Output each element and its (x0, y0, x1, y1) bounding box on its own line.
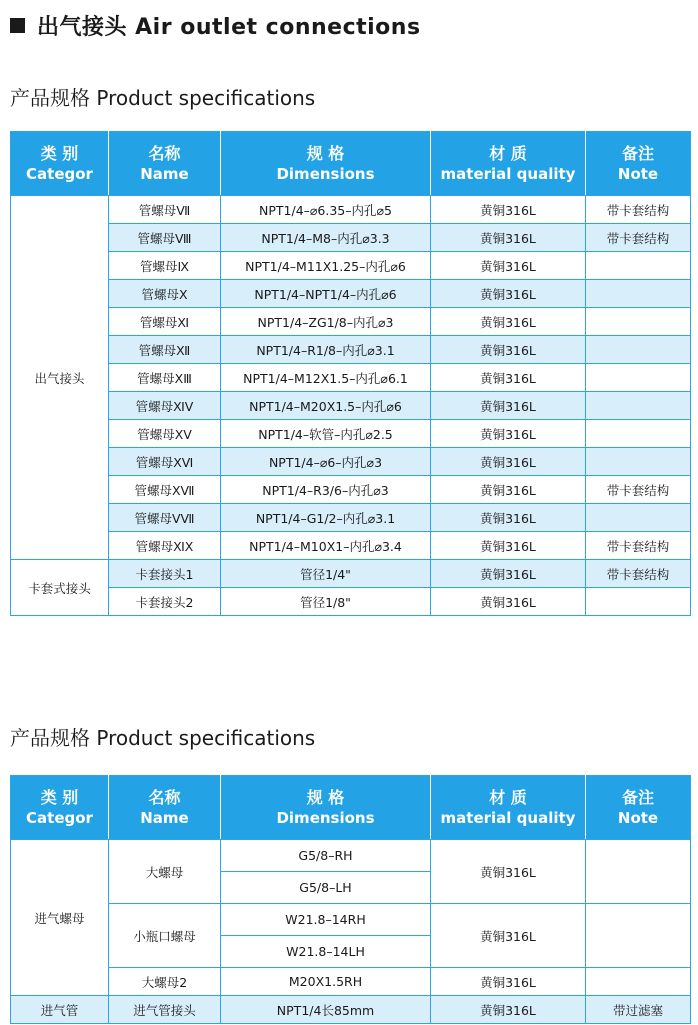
square-bullet-icon (10, 18, 25, 33)
note-cell: 带卡套结构 (586, 224, 691, 252)
name-cell: 管螺母Ⅺ (109, 308, 221, 336)
table-row (11, 280, 691, 308)
header-dimensions: 规 格 Dimensions (221, 776, 431, 840)
material-cell: 黄铜316L (431, 904, 586, 968)
header-note: 备注 Note (586, 132, 691, 196)
note-cell: 带卡套结构 (586, 532, 691, 560)
table-row (11, 476, 691, 504)
note-cell: 带卡套结构 (586, 560, 691, 588)
spec-table-1 (10, 131, 691, 616)
header-dimensions: 规 格 Dimensions (221, 132, 431, 196)
table-row (11, 364, 691, 392)
name-cell: 大螺母 (109, 840, 221, 904)
material-cell: 黄铜316L (431, 364, 586, 392)
note-cell (586, 364, 691, 392)
category-cell: 卡套式接头 (11, 560, 109, 616)
material-cell: 黄铜316L (431, 560, 586, 588)
table-row (11, 968, 691, 996)
note-cell (586, 420, 691, 448)
material-cell: 黄铜316L (431, 504, 586, 532)
table-row (11, 196, 691, 224)
note-cell: 带卡套结构 (586, 476, 691, 504)
dimension-cell: NPT1/4–R1/8–内孔⌀3.1 (221, 336, 431, 364)
page-title-text: 出气接头 Air outlet connections (37, 14, 421, 40)
name-cell: 管螺母ⅩⅤ (109, 420, 221, 448)
note-cell (586, 840, 691, 904)
table-row (11, 252, 691, 280)
dimension-cell: NPT1/4–M8–内孔⌀3.3 (221, 224, 431, 252)
note-cell (586, 904, 691, 968)
header-material: 材 质 material quality (431, 132, 586, 196)
table-header-row (11, 132, 691, 196)
name-cell: 卡套接头1 (109, 560, 221, 588)
note-cell (586, 308, 691, 336)
name-cell: 卡套接头2 (109, 588, 221, 616)
header-category: 类 别 Categor (11, 132, 109, 196)
table-row (11, 448, 691, 476)
material-cell: 黄铜316L (431, 588, 586, 616)
note-cell (586, 504, 691, 532)
note-cell (586, 336, 691, 364)
note-cell (586, 252, 691, 280)
note-cell (586, 280, 691, 308)
header-name: 名称 Name (109, 132, 221, 196)
material-cell: 黄铜316L (431, 840, 586, 904)
name-cell: 管螺母ⅩⅥ (109, 448, 221, 476)
table-row (11, 532, 691, 560)
table-row (11, 392, 691, 420)
name-cell: 管螺母ⅪⅤ (109, 392, 221, 420)
dimension-cell: NPT1/4长85mm (221, 996, 431, 1024)
name-cell: 小瓶口螺母 (109, 904, 221, 968)
note-cell (586, 448, 691, 476)
table-row (11, 504, 691, 532)
spec-table-2 (10, 775, 691, 1024)
table-row (11, 840, 691, 872)
category-cell: 进气管 (11, 996, 109, 1024)
table-row (11, 336, 691, 364)
name-cell: 管螺母ⅩⅦ (109, 476, 221, 504)
material-cell: 黄铜316L (431, 336, 586, 364)
category-cell: 出气接头 (11, 196, 109, 560)
table-row (11, 904, 691, 936)
note-cell: 带过滤塞 (586, 996, 691, 1024)
dimension-cell: W21.8–14LH (221, 936, 431, 968)
table-row (11, 420, 691, 448)
header-note: 备注 Note (586, 776, 691, 840)
dimension-cell: NPT1/4–G1/2–内孔⌀3.1 (221, 504, 431, 532)
name-cell: 管螺母Ⅶ (109, 196, 221, 224)
material-cell: 黄铜316L (431, 476, 586, 504)
material-cell: 黄铜316L (431, 196, 586, 224)
dimension-cell: NPT1/4–⌀6.35–内孔⌀5 (221, 196, 431, 224)
dimension-cell: 管径1/4" (221, 560, 431, 588)
name-cell: 管螺母ⅩⅢ (109, 364, 221, 392)
material-cell: 黄铜316L (431, 448, 586, 476)
header-material: 材 质 material quality (431, 776, 586, 840)
material-cell: 黄铜316L (431, 968, 586, 996)
note-cell: 带卡套结构 (586, 196, 691, 224)
table-row (11, 996, 691, 1024)
page-title (10, 10, 421, 40)
material-cell: 黄铜316L (431, 996, 586, 1024)
dimension-cell: NPT1/4–ZG1/8–内孔⌀3 (221, 308, 431, 336)
section1-subtitle: 产品规格 Product specifications (10, 86, 316, 110)
name-cell: 大螺母2 (109, 968, 221, 996)
dimension-cell: NPT1/4–M10X1–内孔⌀3.4 (221, 532, 431, 560)
section2-subtitle: 产品规格 Product specifications (10, 726, 316, 750)
name-cell: 管螺母Ⅸ (109, 252, 221, 280)
header-category: 类 别 Categor (11, 776, 109, 840)
dimension-cell: G5/8–RH (221, 840, 431, 872)
material-cell: 黄铜316L (431, 420, 586, 448)
table-row (11, 224, 691, 252)
name-cell: 进气管接头 (109, 996, 221, 1024)
dimension-cell: G5/8–LH (221, 872, 431, 904)
category-cell: 进气螺母 (11, 840, 109, 996)
dimension-cell: NPT1/4–M12X1.5–内孔⌀6.1 (221, 364, 431, 392)
dimension-cell: NPT1/4–M11X1.25–内孔⌀6 (221, 252, 431, 280)
material-cell: 黄铜316L (431, 392, 586, 420)
material-cell: 黄铜316L (431, 252, 586, 280)
dimension-cell: W21.8–14RH (221, 904, 431, 936)
name-cell: 管螺母Ⅷ (109, 224, 221, 252)
dimension-cell: M20X1.5RH (221, 968, 431, 996)
note-cell (586, 392, 691, 420)
name-cell: 管螺母ⅤⅦ (109, 504, 221, 532)
name-cell: 管螺母Ⅻ (109, 336, 221, 364)
material-cell: 黄铜316L (431, 308, 586, 336)
dimension-cell: NPT1/4–⌀6–内孔⌀3 (221, 448, 431, 476)
dimension-cell: NPT1/4–M20X1.5–内孔⌀6 (221, 392, 431, 420)
table-row (11, 308, 691, 336)
header-name: 名称 Name (109, 776, 221, 840)
dimension-cell: NPT1/4–NPT1/4–内孔⌀6 (221, 280, 431, 308)
dimension-cell: NPT1/4–软管–内孔⌀2.5 (221, 420, 431, 448)
dimension-cell: 管径1/8" (221, 588, 431, 616)
dimension-cell: NPT1/4–R3/6–内孔⌀3 (221, 476, 431, 504)
material-cell: 黄铜316L (431, 224, 586, 252)
note-cell (586, 968, 691, 996)
name-cell: 管螺母Ⅹ (109, 280, 221, 308)
material-cell: 黄铜316L (431, 532, 586, 560)
note-cell (586, 588, 691, 616)
material-cell: 黄铜316L (431, 280, 586, 308)
table-header-row (11, 776, 691, 840)
name-cell: 管螺母ⅪⅩ (109, 532, 221, 560)
table-row (11, 588, 691, 616)
table-row (11, 560, 691, 588)
